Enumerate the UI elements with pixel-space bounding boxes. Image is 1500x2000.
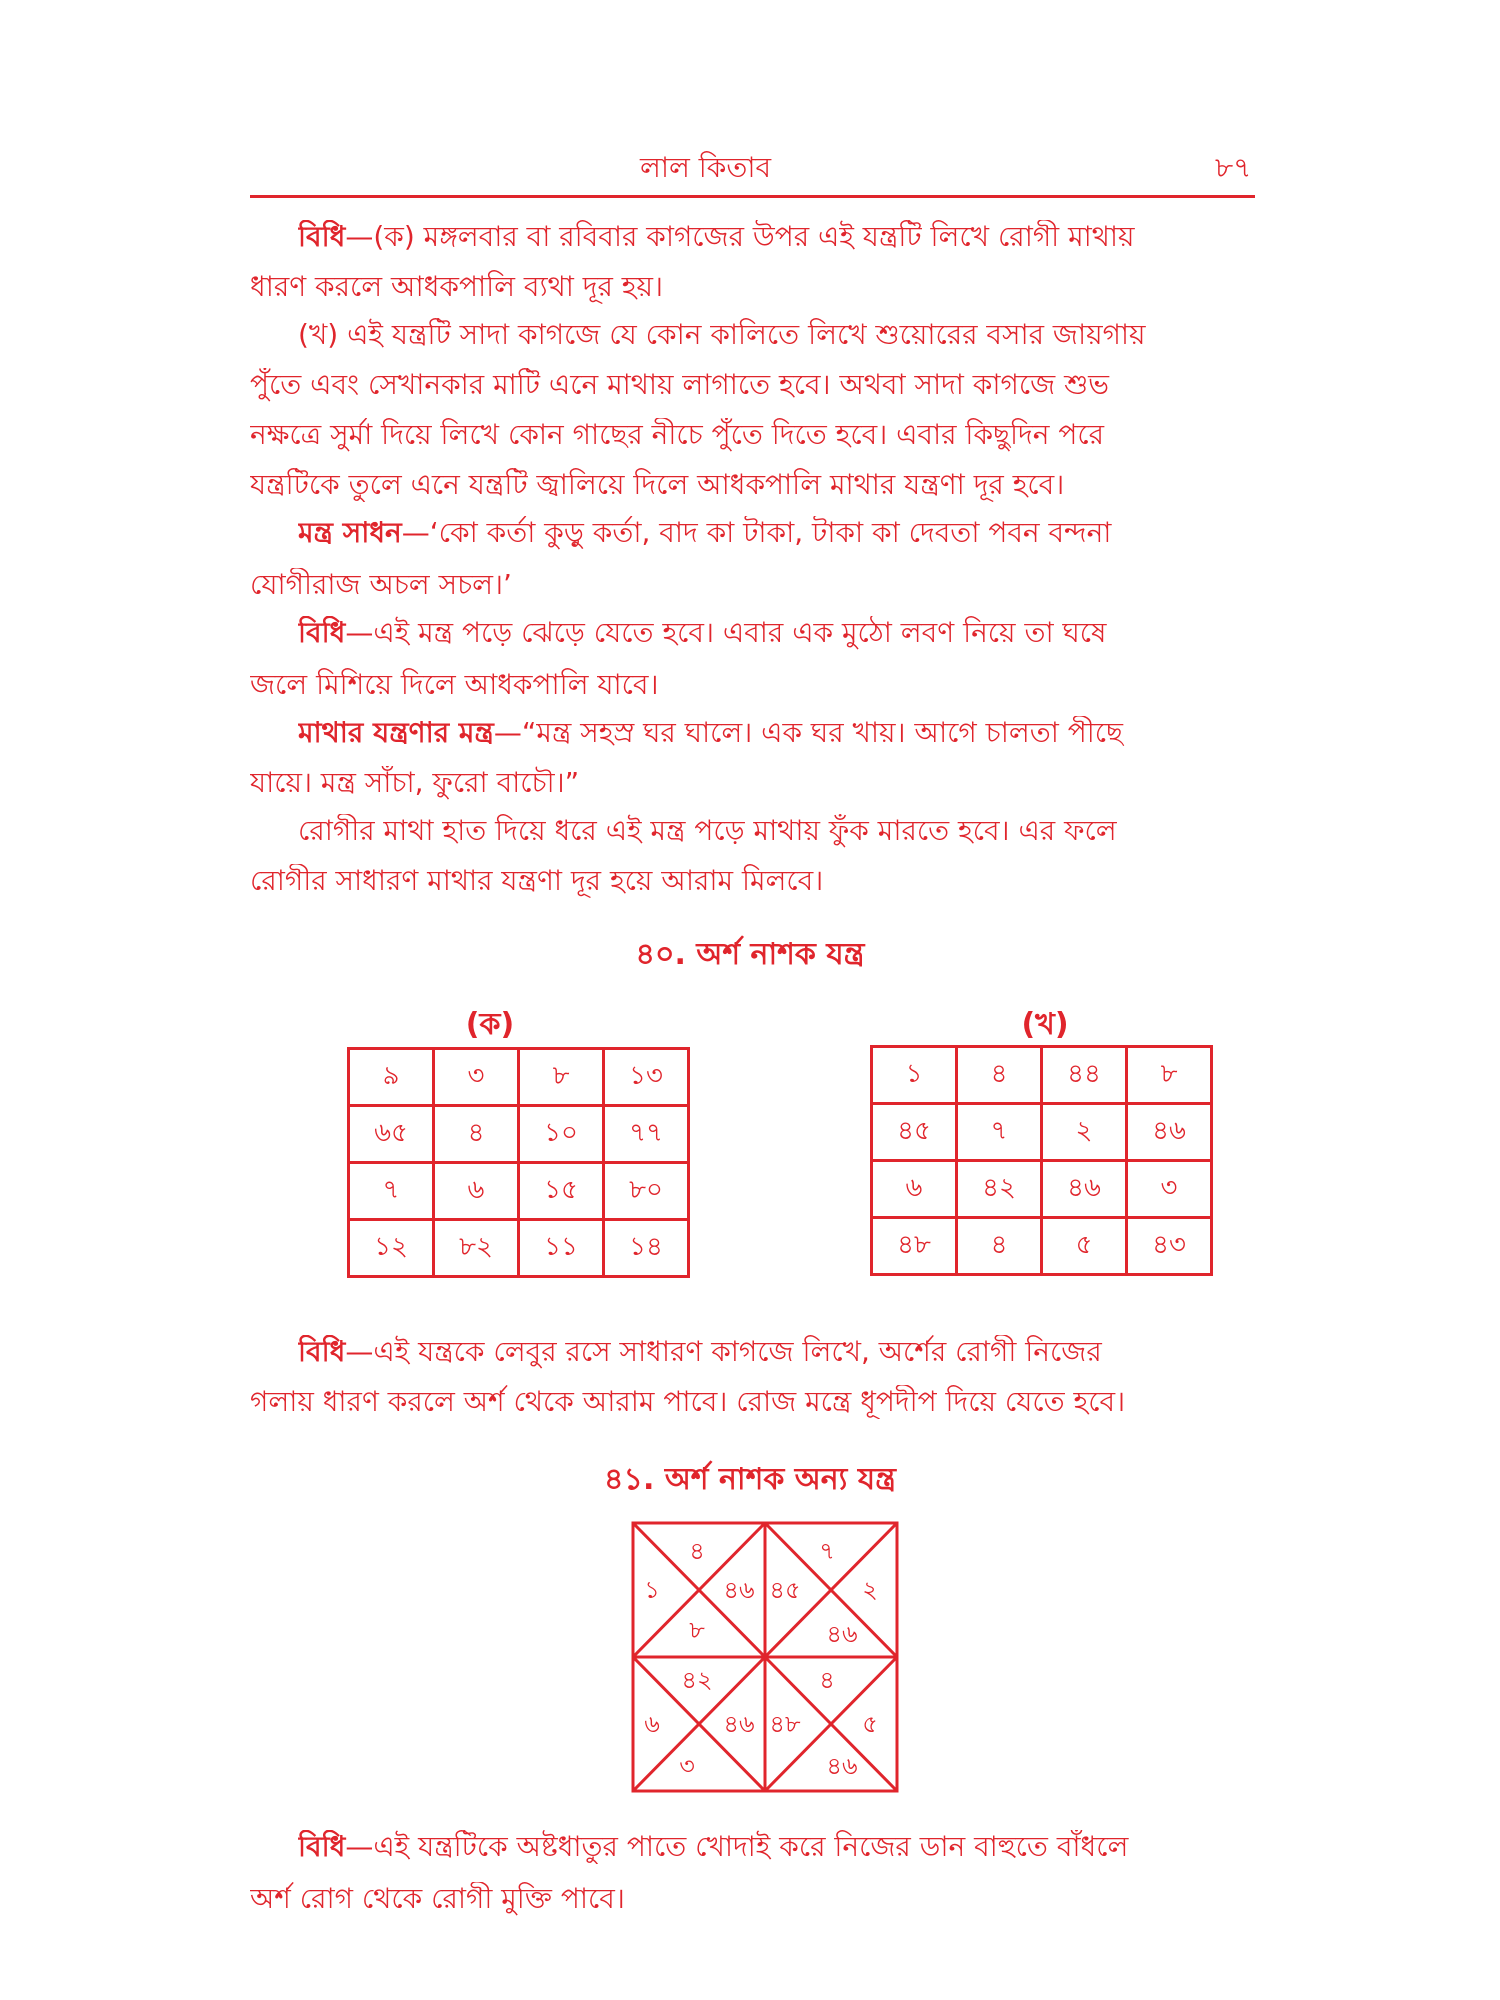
grid-kha-label: (খ) bbox=[1021, 1007, 1069, 1042]
grid-cell: ৭ bbox=[957, 1104, 1042, 1161]
text: —“মন্ত্র সহস্র ঘর ঘালে। এক ঘর খায়। আগে চালতা পীছে bbox=[493, 716, 1123, 749]
table-row bbox=[872, 1104, 1212, 1161]
text: —এই মন্ত্র পড়ে ঝেড়ে যেতে হবে। এবার এক মুঠো লবণ নিয়ে তা ঘষে bbox=[345, 616, 1107, 649]
yantra-cell: ৪৬ bbox=[826, 1752, 858, 1780]
yantra-cell: ৫ bbox=[862, 1710, 878, 1738]
text: —এই যন্ত্রকে লেবুর রসে সাধারণ কাগজে লিখে, অর্শের রোগী নিজের bbox=[345, 1335, 1102, 1368]
vidhi-label: বিধি bbox=[298, 1335, 346, 1368]
yantra-cell: ৮ bbox=[689, 1616, 705, 1644]
grid-ka-label: (ক) bbox=[465, 1007, 515, 1042]
para-vidhi-1-line1 bbox=[298, 220, 1255, 254]
para-rogi-line1: রোগীর মাথা হাত দিয়ে ধরে এই মন্ত্র পড়ে মাথায় ফুঁক মারতে হবে। এর ফলে bbox=[298, 814, 1117, 847]
table-row bbox=[872, 1218, 1212, 1275]
grid-kha bbox=[870, 1045, 1213, 1276]
grid-ka bbox=[347, 1047, 690, 1278]
para-mantra-sadhan-line2: যোগীরাজ অচল সচল।’ bbox=[250, 568, 512, 601]
grid-cell: ৪৪ bbox=[1042, 1047, 1127, 1104]
para-vidhi-2-line2: জলে মিশিয়ে দিলে আধকপালি যাবে। bbox=[250, 668, 659, 701]
mantra-sadhan-label: মন্ত্র সাধন bbox=[298, 516, 402, 549]
header-title: লাল কিতাব bbox=[640, 151, 772, 184]
table-row bbox=[349, 1220, 689, 1277]
para-vidhi-2-line1 bbox=[298, 616, 1255, 650]
grid-cell: ৬৫ bbox=[349, 1106, 434, 1163]
para-rogi-line2: রোগীর সাধারণ মাথার যন্ত্রণা দূর হয়ে আরাম মিলবে। bbox=[250, 864, 824, 897]
yantra-cell: ৪ bbox=[689, 1537, 705, 1565]
yantra-cell: ৪ bbox=[819, 1666, 835, 1694]
yantra-cell: ৪২ bbox=[681, 1666, 713, 1694]
vidhi-label: বিধি bbox=[298, 1830, 346, 1863]
yantra-cell: ৩ bbox=[679, 1752, 695, 1780]
table-row bbox=[872, 1161, 1212, 1218]
para-headache-mantra-line2: যায়ে। মন্ত্র সাঁচা, ফুরো বাচৌ।” bbox=[250, 766, 580, 799]
grid-cell: ১১ bbox=[519, 1220, 604, 1277]
text: —‘কো কর্তা কুড়ু কর্তা, বাদ কা টাকা, টাকা কা দেবতা পবন বন্দনা bbox=[401, 516, 1112, 549]
para-kha-line4: যন্ত্রটিকে তুলে এনে যন্ত্রটি জ্বালিয়ে দিলে আধকপালি মাথার যন্ত্রণা দূর হবে। bbox=[250, 468, 1065, 501]
grid-cell: ৪ bbox=[957, 1218, 1042, 1275]
grid-cell: ১২ bbox=[349, 1220, 434, 1277]
vidhi-label: বিধি bbox=[298, 220, 346, 253]
section-40-heading: ৪০. অর্শ নাশক যন্ত্র bbox=[635, 937, 865, 972]
yantra-cell: ৪৬ bbox=[723, 1710, 755, 1738]
table-row bbox=[349, 1049, 689, 1106]
yantra-cell: ৪৬ bbox=[826, 1620, 858, 1648]
vidhi-label: বিধি bbox=[298, 616, 346, 649]
yantra-cell: ৪৮ bbox=[769, 1710, 801, 1738]
grid-cell: ১ bbox=[872, 1047, 957, 1104]
grid-cell: ৬ bbox=[434, 1163, 519, 1220]
text: —(ক) মঙ্গলবার বা রবিবার কাগজের উপর এই যন্ত্রটি লিখে রোগী মাথায় bbox=[345, 220, 1135, 253]
table-row bbox=[872, 1047, 1212, 1104]
table-row bbox=[349, 1163, 689, 1220]
section-40-vidhi-line2: গলায় ধারণ করলে অর্শ থেকে আরাম পাবে। রোজ মন্ত্রে ধূপদীপ দিয়ে যেতে হবে। bbox=[250, 1385, 1126, 1418]
yantra-cell: ৭ bbox=[819, 1537, 835, 1565]
yantra-cell: ২ bbox=[862, 1576, 878, 1604]
para-kha-line2: পুঁতে এবং সেখানকার মাটি এনে মাথায় লাগাতে হবে। অথবা সাদা কাগজে শুভ bbox=[250, 368, 1110, 401]
grid-cell: ৪৮ bbox=[872, 1218, 957, 1275]
grid-cell: ৮০ bbox=[604, 1163, 689, 1220]
grid-cell: ৭ bbox=[349, 1163, 434, 1220]
grid-cell: ৪ bbox=[957, 1047, 1042, 1104]
section-40-vidhi-line1 bbox=[298, 1335, 1255, 1369]
grid-cell: ৪৬ bbox=[1127, 1104, 1212, 1161]
grid-cell: ১৪ bbox=[604, 1220, 689, 1277]
yantra-cell: ৪৬ bbox=[723, 1576, 755, 1604]
grid-cell: ৪২ bbox=[957, 1161, 1042, 1218]
section-41-vidhi-line1 bbox=[298, 1830, 1255, 1864]
page-number: ৮৭ bbox=[1215, 151, 1252, 184]
grid-cell: ৮২ bbox=[434, 1220, 519, 1277]
para-kha-line1: (খ) এই যন্ত্রটি সাদা কাগজে যে কোন কালিতে লিখে শুয়োরের বসার জায়গায় bbox=[298, 318, 1146, 351]
yantra-cell: ১ bbox=[644, 1576, 660, 1604]
grid-cell: ৯ bbox=[349, 1049, 434, 1106]
header-rule bbox=[250, 195, 1255, 198]
grid-cell: ৩ bbox=[434, 1049, 519, 1106]
headache-mantra-label: মাথার যন্ত্রণার মন্ত্র bbox=[298, 716, 494, 749]
grid-cell: ৬ bbox=[872, 1161, 957, 1218]
grid-cell: ৮ bbox=[1127, 1047, 1212, 1104]
yantra-cell: ৬ bbox=[644, 1710, 660, 1738]
grid-cell: ১০ bbox=[519, 1106, 604, 1163]
grid-cell: ৩ bbox=[1127, 1161, 1212, 1218]
grid-cell: ৪৫ bbox=[872, 1104, 957, 1161]
grid-cell: ৫ bbox=[1042, 1218, 1127, 1275]
grid-cell: ৭৭ bbox=[604, 1106, 689, 1163]
grid-cell: ৪ bbox=[434, 1106, 519, 1163]
grid-cell: ৮ bbox=[519, 1049, 604, 1106]
text: —এই যন্ত্রটিকে অষ্টধাতুর পাতে খোদাই করে নিজের ডান বাহুতে বাঁধলে bbox=[345, 1830, 1129, 1863]
section-41-heading: ৪১. অর্শ নাশক অন্য যন্ত্র bbox=[604, 1462, 896, 1497]
grid-cell: ৪৩ bbox=[1127, 1218, 1212, 1275]
grid-cell: ৪৬ bbox=[1042, 1161, 1127, 1218]
para-mantra-sadhan-line1 bbox=[298, 516, 1255, 550]
table-row bbox=[349, 1106, 689, 1163]
para-headache-mantra-line1 bbox=[298, 716, 1255, 750]
section-41-vidhi-line2: অর্শ রোগ থেকে রোগী মুক্তি পাবে। bbox=[250, 1882, 625, 1915]
para-kha-line3: নক্ষত্রে সুর্মা দিয়ে লিখে কোন গাছের নীচে পুঁতে দিতে হবে। এবার কিছুদিন পরে bbox=[250, 418, 1104, 451]
grid-cell: ২ bbox=[1042, 1104, 1127, 1161]
grid-cell: ১৩ bbox=[604, 1049, 689, 1106]
para-vidhi-1-line2: ধারণ করলে আধকপালি ব্যথা দূর হয়। bbox=[250, 270, 663, 303]
grid-cell: ১৫ bbox=[519, 1163, 604, 1220]
yantra-cell: ৪৫ bbox=[769, 1576, 801, 1604]
